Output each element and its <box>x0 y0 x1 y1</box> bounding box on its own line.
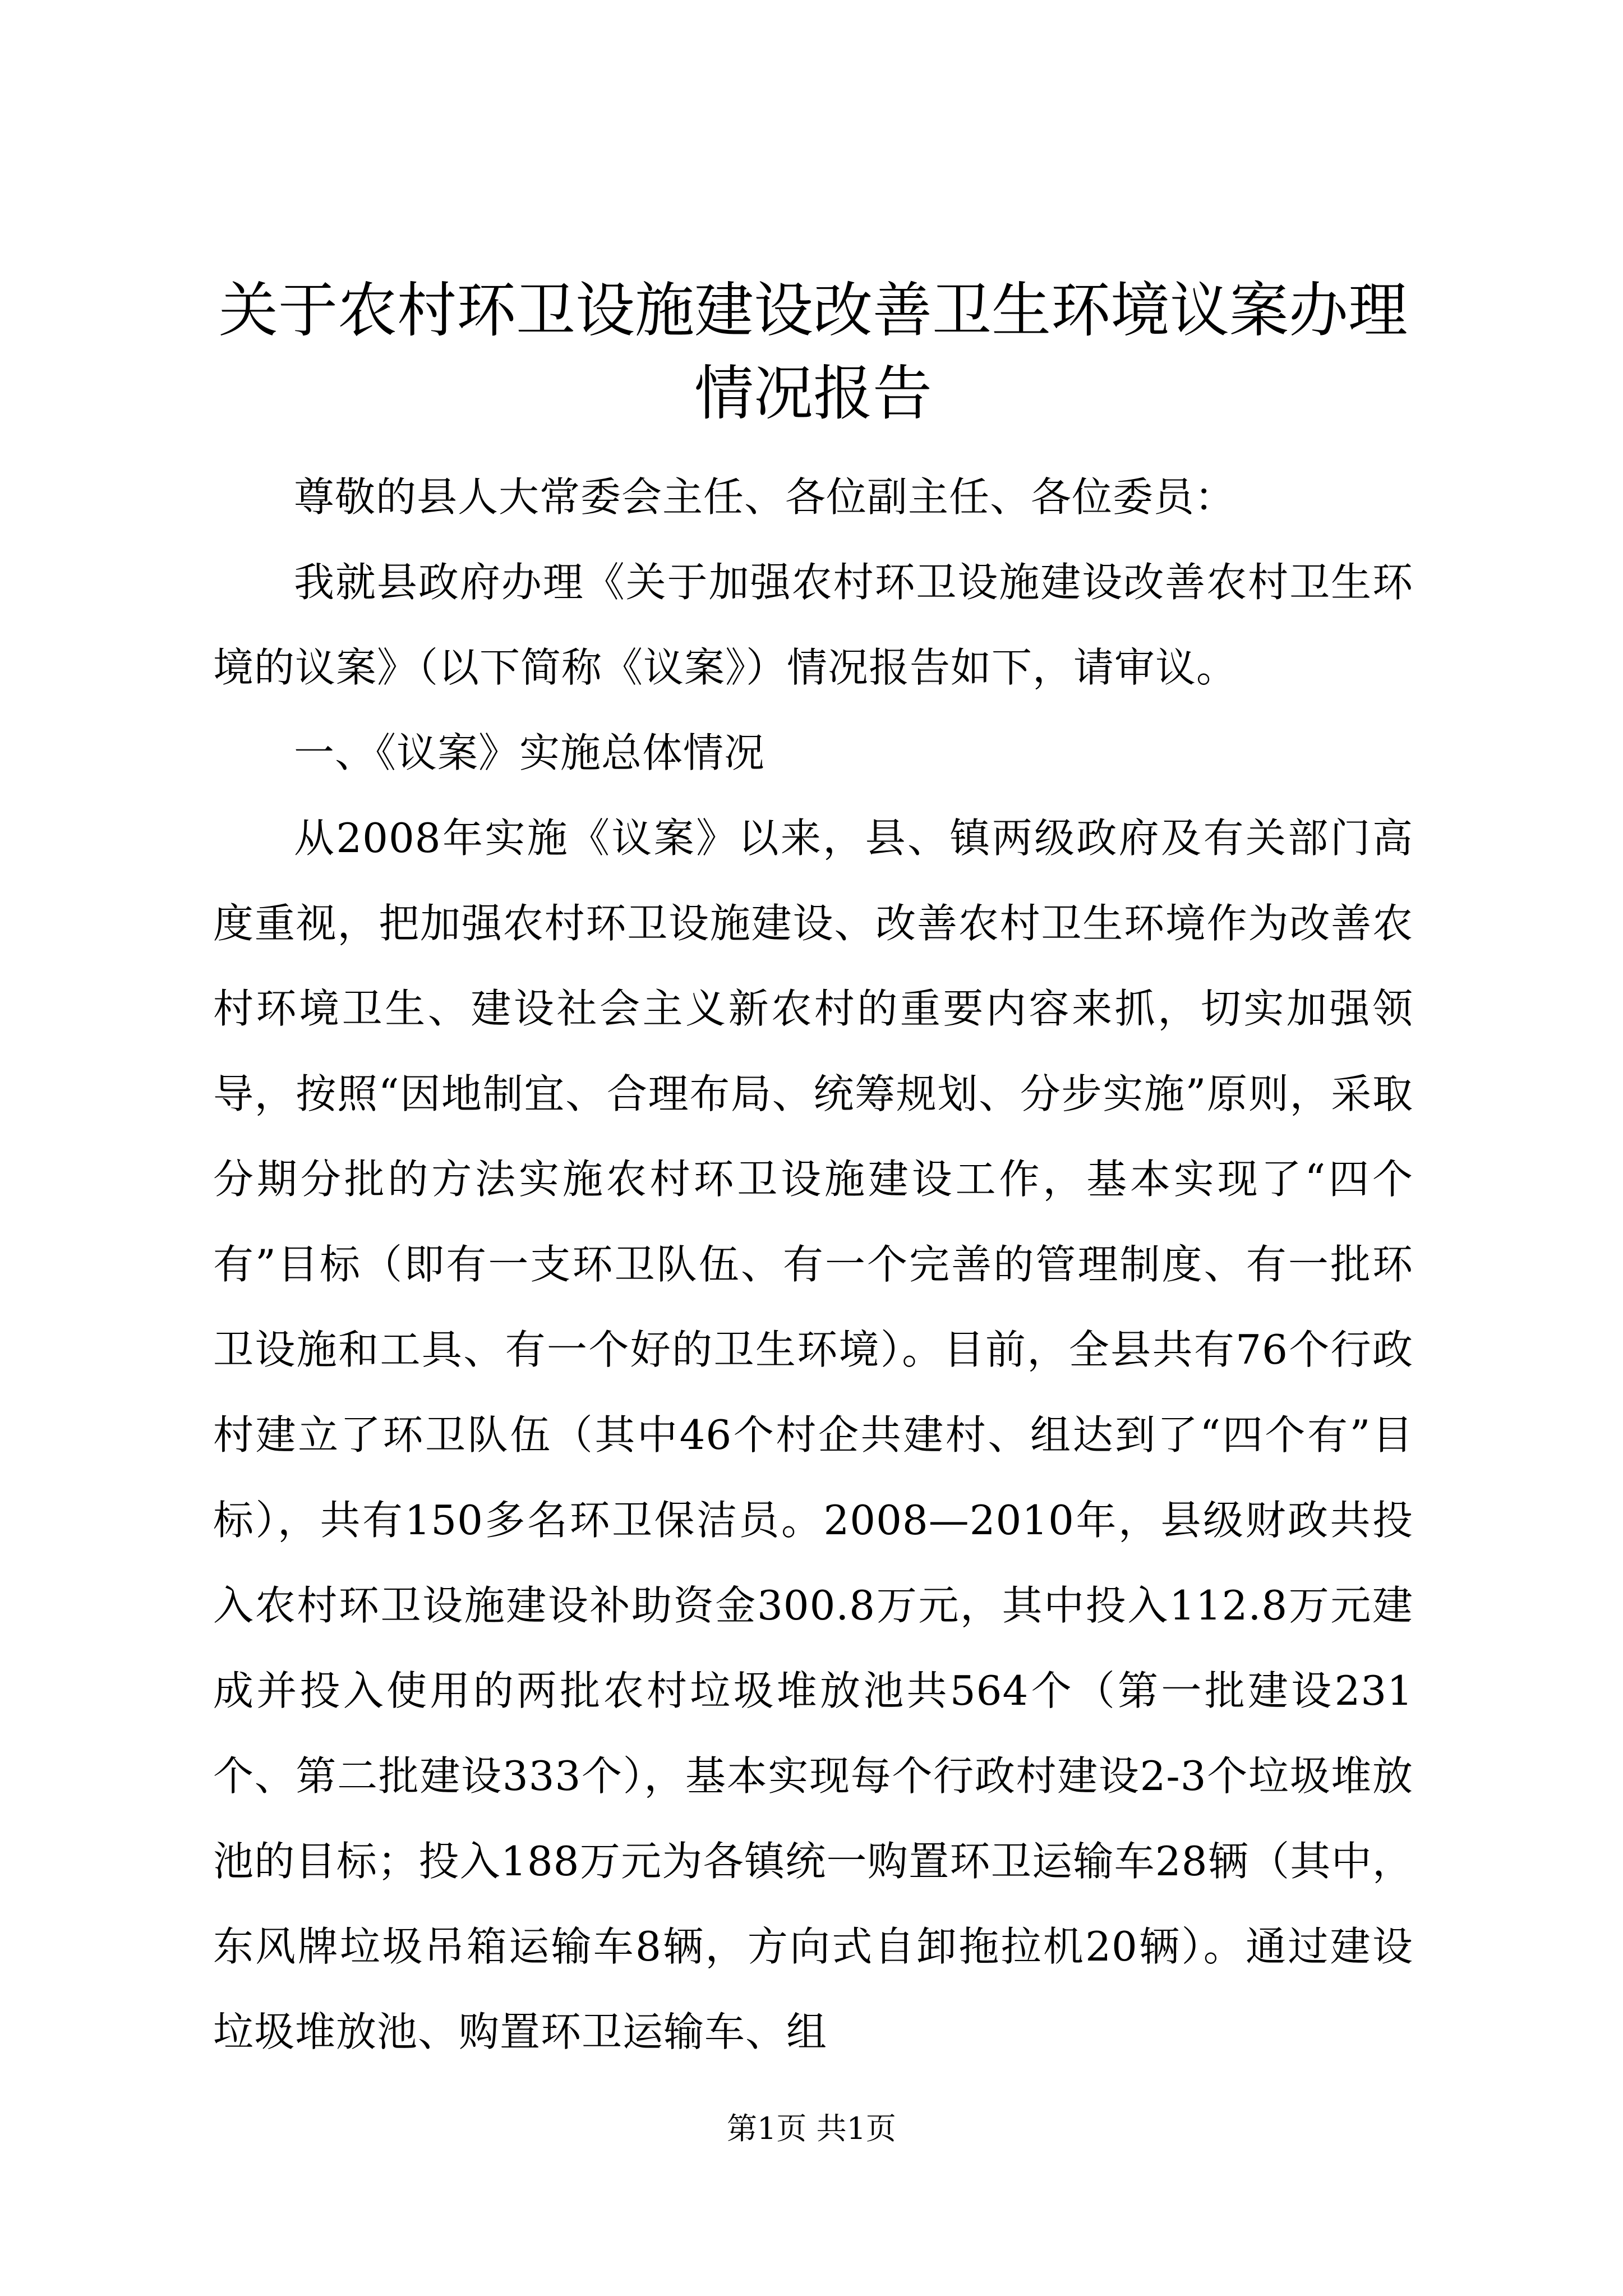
body-paragraph: 从2008年实施《议案》以来，县、镇两级政府及有关部门高度重视，把加强农村环卫设施建设、改善农村卫生环境作为改善农村环境卫生、建设社会主义新农村的重要内容来抓，切实加强领导，按照“因地制宜、合理布局、统筹规划、分步实施”原则，采取分期分批的方法实施农村环卫设施建设工作，基本实现了“四个有”目标（即有一支环卫队伍、有一个完善的管理制度、有一批环卫设施和工具、有一个好的卫生环境）。目前，全县共有76个行政村建立了环卫队伍（其中46个村企共建村、组达到了“四个有”目标），共有150多名环卫保洁员。2008—2010年，县级财政共投入农村环卫设施建设补助资金300.8万元，其中投入112.8万元建成并投入使用的两批农村垃圾堆放池共564个（第一批建设231个、第二批建设333个），基本实现每个行政村建设2-3个垃圾堆放池的目标；投入188万元为各镇统一购置环卫运输车28辆（其中，东风牌垃圾吊箱运输车8辆，方向式自卸拖拉机20辆）。通过建设垃圾堆放池、购置环卫运输车、组 <box>213 815 1413 2055</box>
salutation-paragraph: 尊敬的县人大常委会主任、各位副主任、各位委员： <box>294 473 1236 521</box>
intro-paragraph: 我就县政府办理《关于加强农村环卫设施建设改善农村卫生环境的议案》（以下简称《议案》）情况报告如下，请审议。 <box>213 559 1413 691</box>
document-body <box>213 454 1413 2074</box>
document-title: 关于农村环卫设施建设改善卫生环境议案办理情况报告 <box>219 276 1408 428</box>
page-number-footer: 第1页 共1页 <box>727 2111 896 2146</box>
section-heading: 一、《议案》实施总体情况 <box>294 729 766 776</box>
